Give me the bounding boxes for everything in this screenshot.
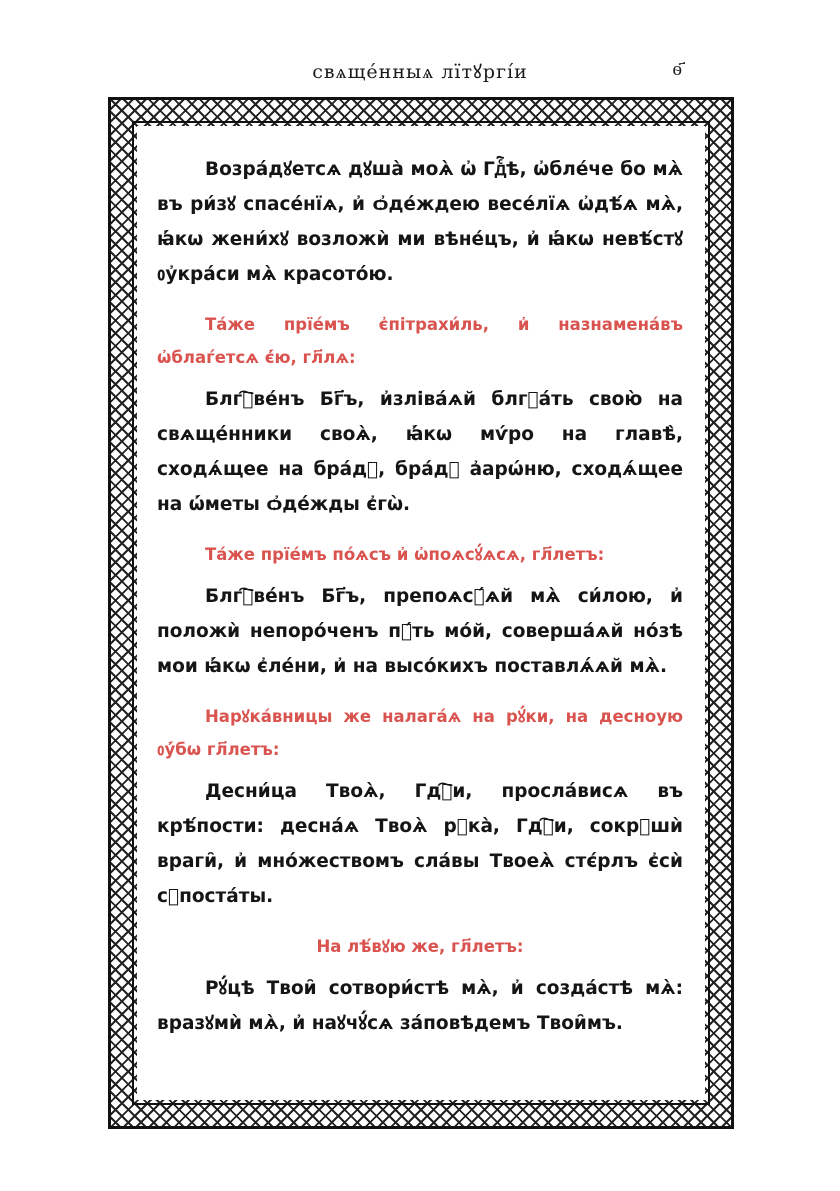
running-header: [0, 58, 840, 88]
text-block: [137, 126, 705, 1100]
running-title: свѧще́нныѧ лїтꙋргі́и: [312, 61, 528, 83]
rubric-4: На лѣ́вꙋю же, гл҃летъ:: [316, 937, 524, 956]
text-column: [157, 152, 683, 1041]
rubric-1: Та́же прїе́мъ є҆пітрахи́ль, и҆ назнамена́въ ѡ҆блаѓетсѧ є҆́ю, гл҃лѧ:: [157, 315, 683, 367]
page-number: ѳ҃: [672, 58, 682, 80]
prayer-paragraph-3: Блгⷭ҇ве́нъ Бг҃ъ, препоѧсꙋ́ѧй мѧ̀ си́лою, и҆ положѝ непоро́ченъ пꙋ́ть мо́й, соверша́ѧй но́зѣ мои ꙗ҆́кѡ є҆ле́ни, и҆ на высо́кихъ поставлѧ́ѧй мѧ̀.: [157, 586, 683, 677]
prayer-paragraph-2: Блгⷭ҇ве́нъ Бг҃ъ, и҆зліва́ѧй блгⷣа́ть свою̀ на свѧще́нники своѧ̀, ꙗ҆́кѡ мѵ́ро на главѣ̀, сходѧ́щее на бра́дꙋ, бра́дꙋ а҆арѡ́ню, сходѧ́щее на ѡ҆́меты ѻ҆де́жды є҆гѡ̀.: [157, 389, 683, 515]
prayer-paragraph-5: Рꙋ́цѣ Твои̑ сотвори́стѣ мѧ̀, и҆ созда́стѣ мѧ̀: вразꙋмѝ мѧ̀, и҆ наꙋчꙋ́сѧ за́повѣдемъ Твои̑мъ.: [157, 978, 683, 1034]
prayer-paragraph-1: Возра́дꙋетсѧ дꙋша̀ моѧ̀ ѡ҆ Гдⷭ҇ѣ, ѡ҆бле́че бо мѧ̀ въ ри́зꙋ спасе́нїѧ, и҆ ѻ҆де́ждею весе́лїѧ ѡ҆дѣ́ѧ мѧ̀, ꙗ҆́кѡ жени́хꙋ возложѝ ми вѣне́цъ, и҆ ꙗ҆́кѡ невѣ́стꙋ ᲂу҆кра́си мѧ̀ красото́ю.: [157, 159, 683, 285]
rubric-3: Нарꙋка́вницы же налага́ѧ на рꙋ́ки, на десноую ᲂу҆́бѡ гл҃летъ:: [157, 707, 683, 759]
prayer-paragraph-4: Десни́ца Твоѧ̀, Гдⷭ҇и, просла́висѧ въ крѣ́пости: десна́ѧ Твоѧ̀ рꙋка̀, Гдⷭ҇и, сокрꙋшѝ враги̑, и҆ мно́жествомъ сла́вы Твоеѧ̀ стє́рлъ є҆сѝ сꙋпоста́ты.: [157, 781, 683, 907]
rubric-2: Та́же прїе́мъ по́ѧсъ и҆ ѡ҆поѧсꙋ́ѧсѧ, гл҃летъ:: [205, 545, 605, 564]
